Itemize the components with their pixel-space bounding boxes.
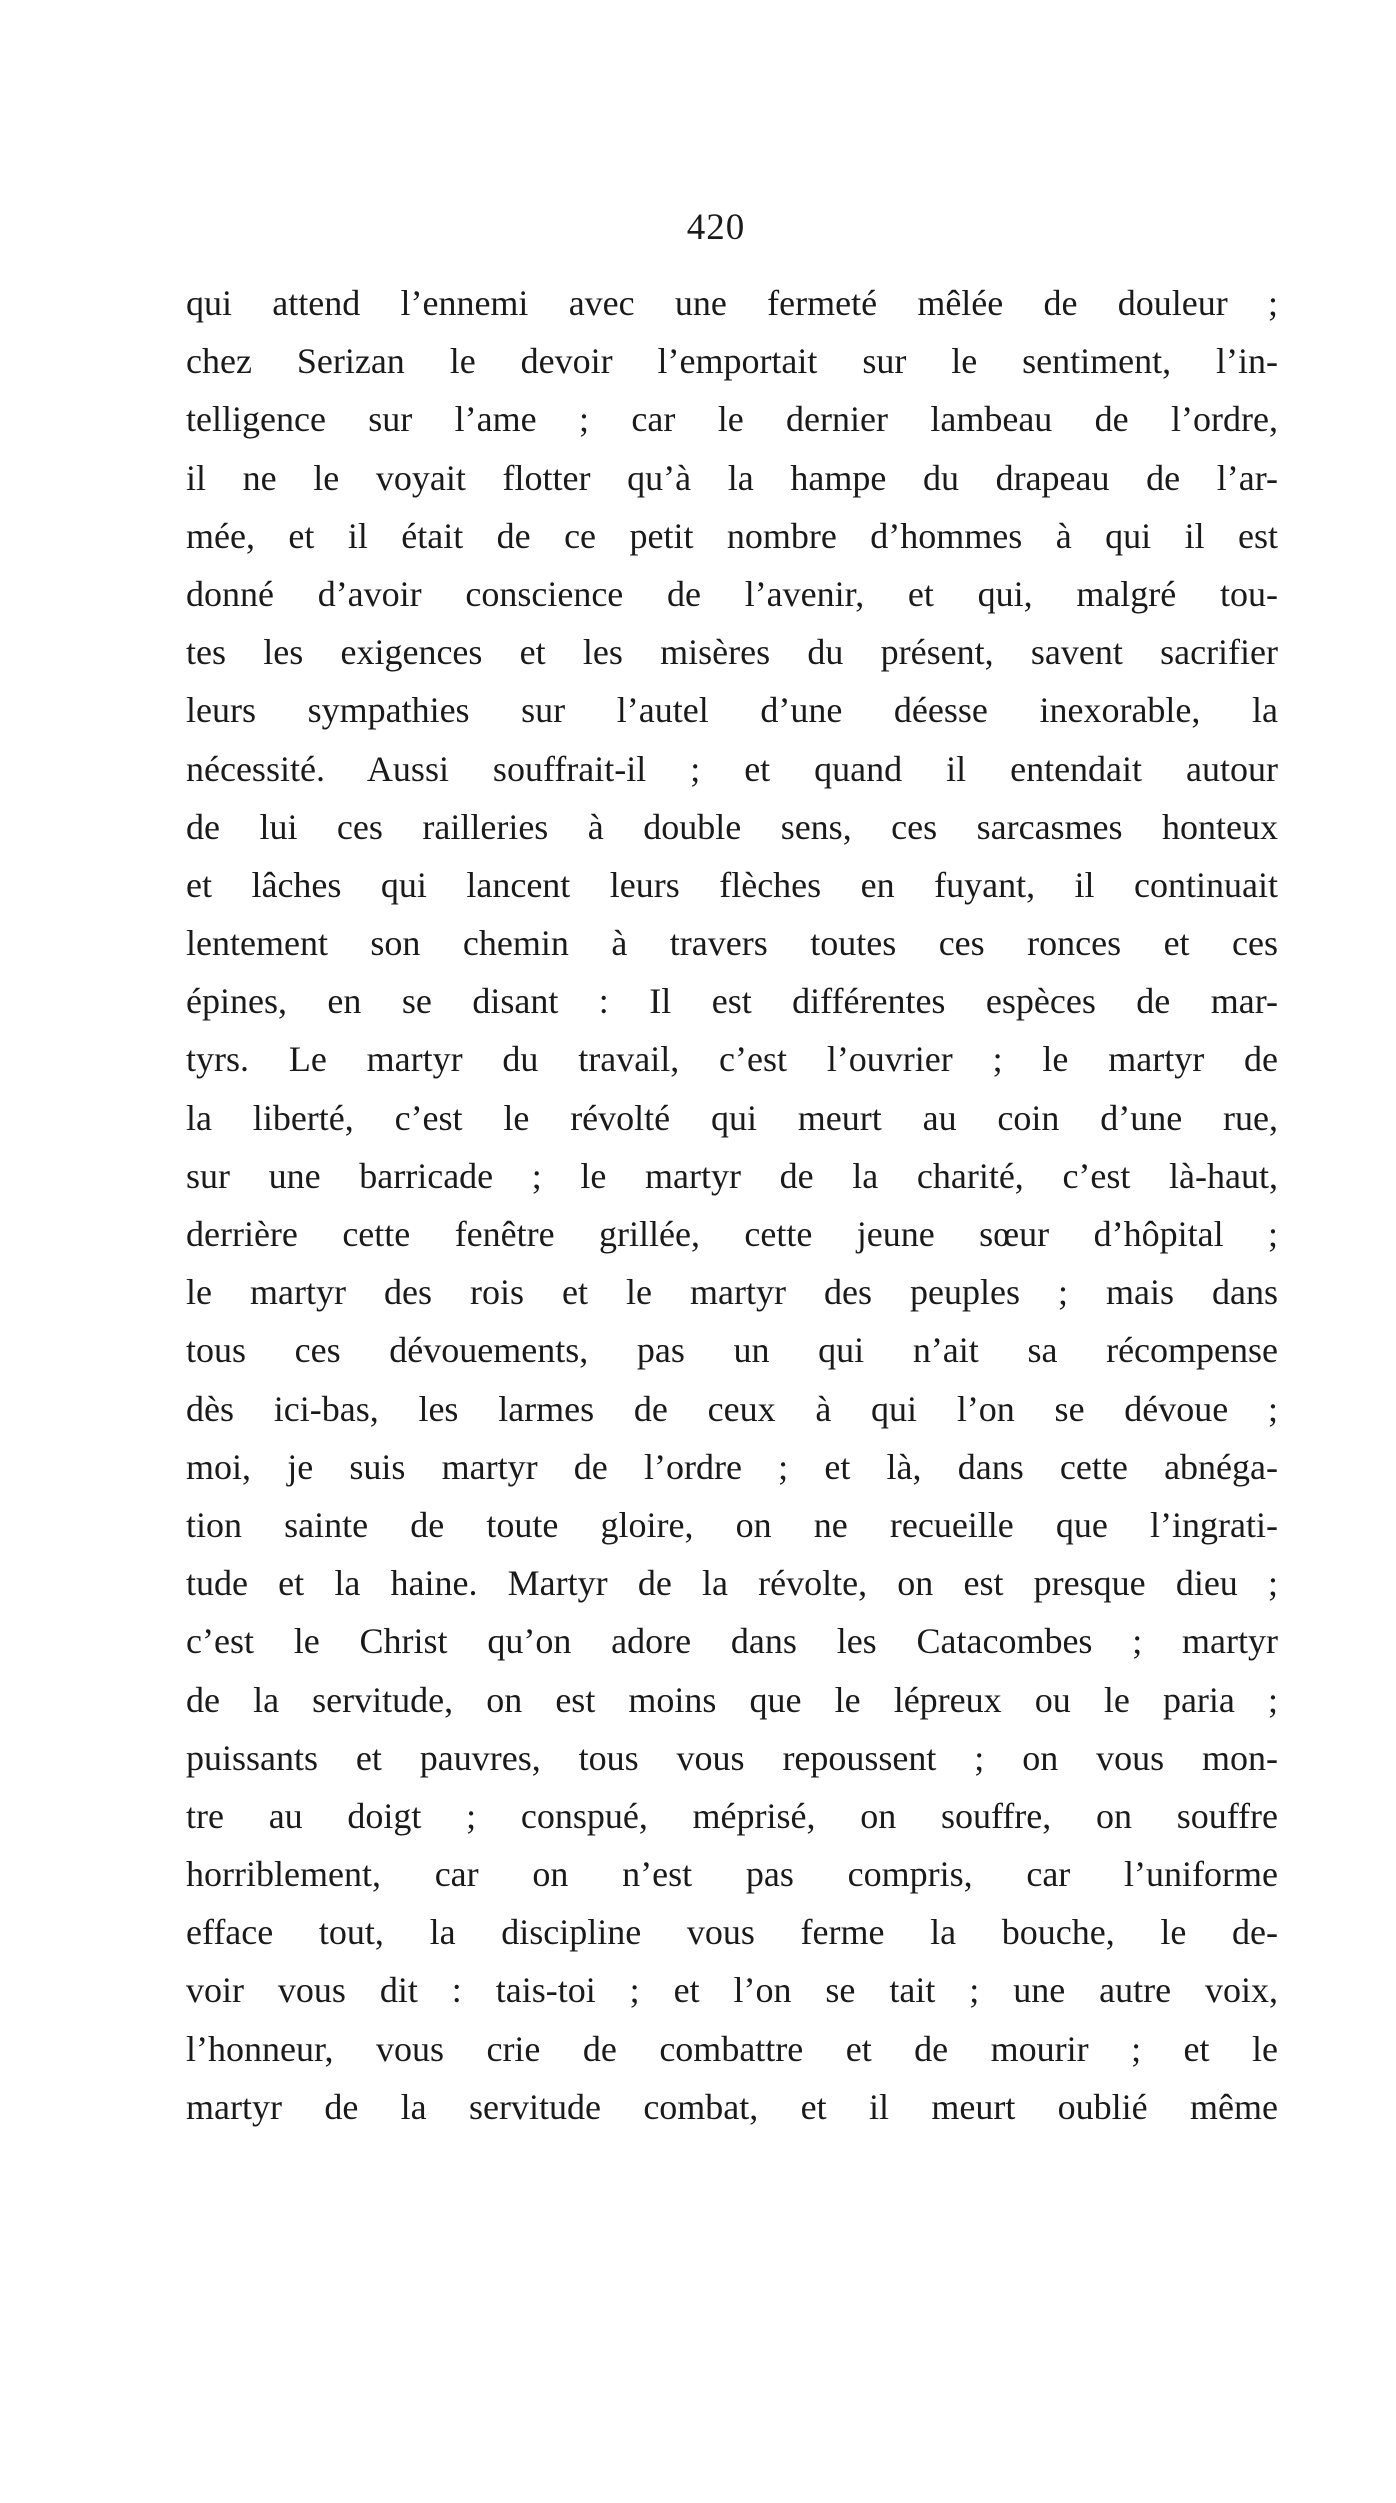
text-line: dès ici-bas, les larmes de ceux à qui l’on se dévoue ;	[186, 1388, 1278, 1429]
text-line: tude et la haine. Martyr de la révolte, on est presque dieu ;	[186, 1563, 1278, 1604]
text-line: sur une barricade ; le martyr de la charité, c’est là-haut,	[186, 1155, 1278, 1196]
text-line: de la servitude, on est moins que le lépreux ou le paria ;	[186, 1679, 1278, 1720]
text-line: donné d’avoir conscience de l’avenir, et qui, malgré tou-	[186, 573, 1278, 614]
text-line: tyrs. Le martyr du travail, c’est l’ouvrier ; le martyr de	[186, 1039, 1278, 1080]
text-line: leurs sympathies sur l’autel d’une déesse inexorable, la	[186, 690, 1278, 731]
text-line: telligence sur l’ame ; car le dernier lambeau de l’ordre,	[186, 399, 1278, 440]
text-line: martyr de la servitude combat, et il meurt oublié même	[186, 2086, 1278, 2127]
text-line: voir vous dit : tais-toi ; et l’on se tait ; une autre voix,	[186, 1970, 1278, 2011]
text-line: tes les exigences et les misères du présent, savent sacrifier	[186, 632, 1278, 673]
text-line: derrière cette fenêtre grillée, cette jeune sœur d’hôpital ;	[186, 1214, 1278, 1254]
text-line: moi, je suis martyr de l’ordre ; et là, dans cette abnéga-	[186, 1446, 1278, 1487]
text-line: lentement son chemin à travers toutes ces ronces et ces	[186, 923, 1278, 964]
text-line: tre au doigt ; conspué, méprisé, on souffre, on souffre	[186, 1795, 1278, 1836]
text-line: le martyr des rois et le martyr des peuples ; mais dans	[186, 1272, 1278, 1313]
text-line: épines, en se disant : Il est différentes espèces de mar-	[186, 981, 1278, 1022]
text-line: mée, et il était de ce petit nombre d’hommes à qui il est	[186, 515, 1278, 556]
text-line: tous ces dévouements, pas un qui n’ait sa récompense	[186, 1330, 1278, 1371]
text-line: et lâches qui lancent leurs flèches en fuyant, il continuait	[186, 864, 1278, 905]
text-line: qui attend l’ennemi avec une fermeté mêlée de douleur ;	[186, 283, 1278, 323]
text-line: efface tout, la discipline vous ferme la bouche, le de-	[186, 1912, 1278, 1953]
text-line: la liberté, c’est le révolté qui meurt au coin d’une rue,	[186, 1097, 1278, 1138]
text-line: il ne le voyait flotter qu’à la hampe du drapeau de l’ar-	[186, 457, 1278, 498]
text-line: de lui ces railleries à double sens, ces sarcasmes honteux	[186, 806, 1278, 847]
page-number: 420	[686, 207, 746, 248]
body-text	[186, 274, 1278, 2136]
text-line: nécessité. Aussi souffrait-il ; et quand il entendait autour	[186, 748, 1278, 789]
text-line: chez Serizan le devoir l’emportait sur le sentiment, l’in-	[186, 341, 1278, 382]
text-line: horriblement, car on n’est pas compris, car l’uniforme	[186, 1854, 1278, 1895]
text-line: c’est le Christ qu’on adore dans les Catacombes ; martyr	[186, 1621, 1278, 1662]
text-line: l’honneur, vous crie de combattre et de mourir ; et le	[186, 2028, 1278, 2069]
text-line: tion sainte de toute gloire, on ne recueille que l’ingrati-	[186, 1504, 1278, 1545]
text-line: puissants et pauvres, tous vous repoussent ; on vous mon-	[186, 1737, 1278, 1778]
